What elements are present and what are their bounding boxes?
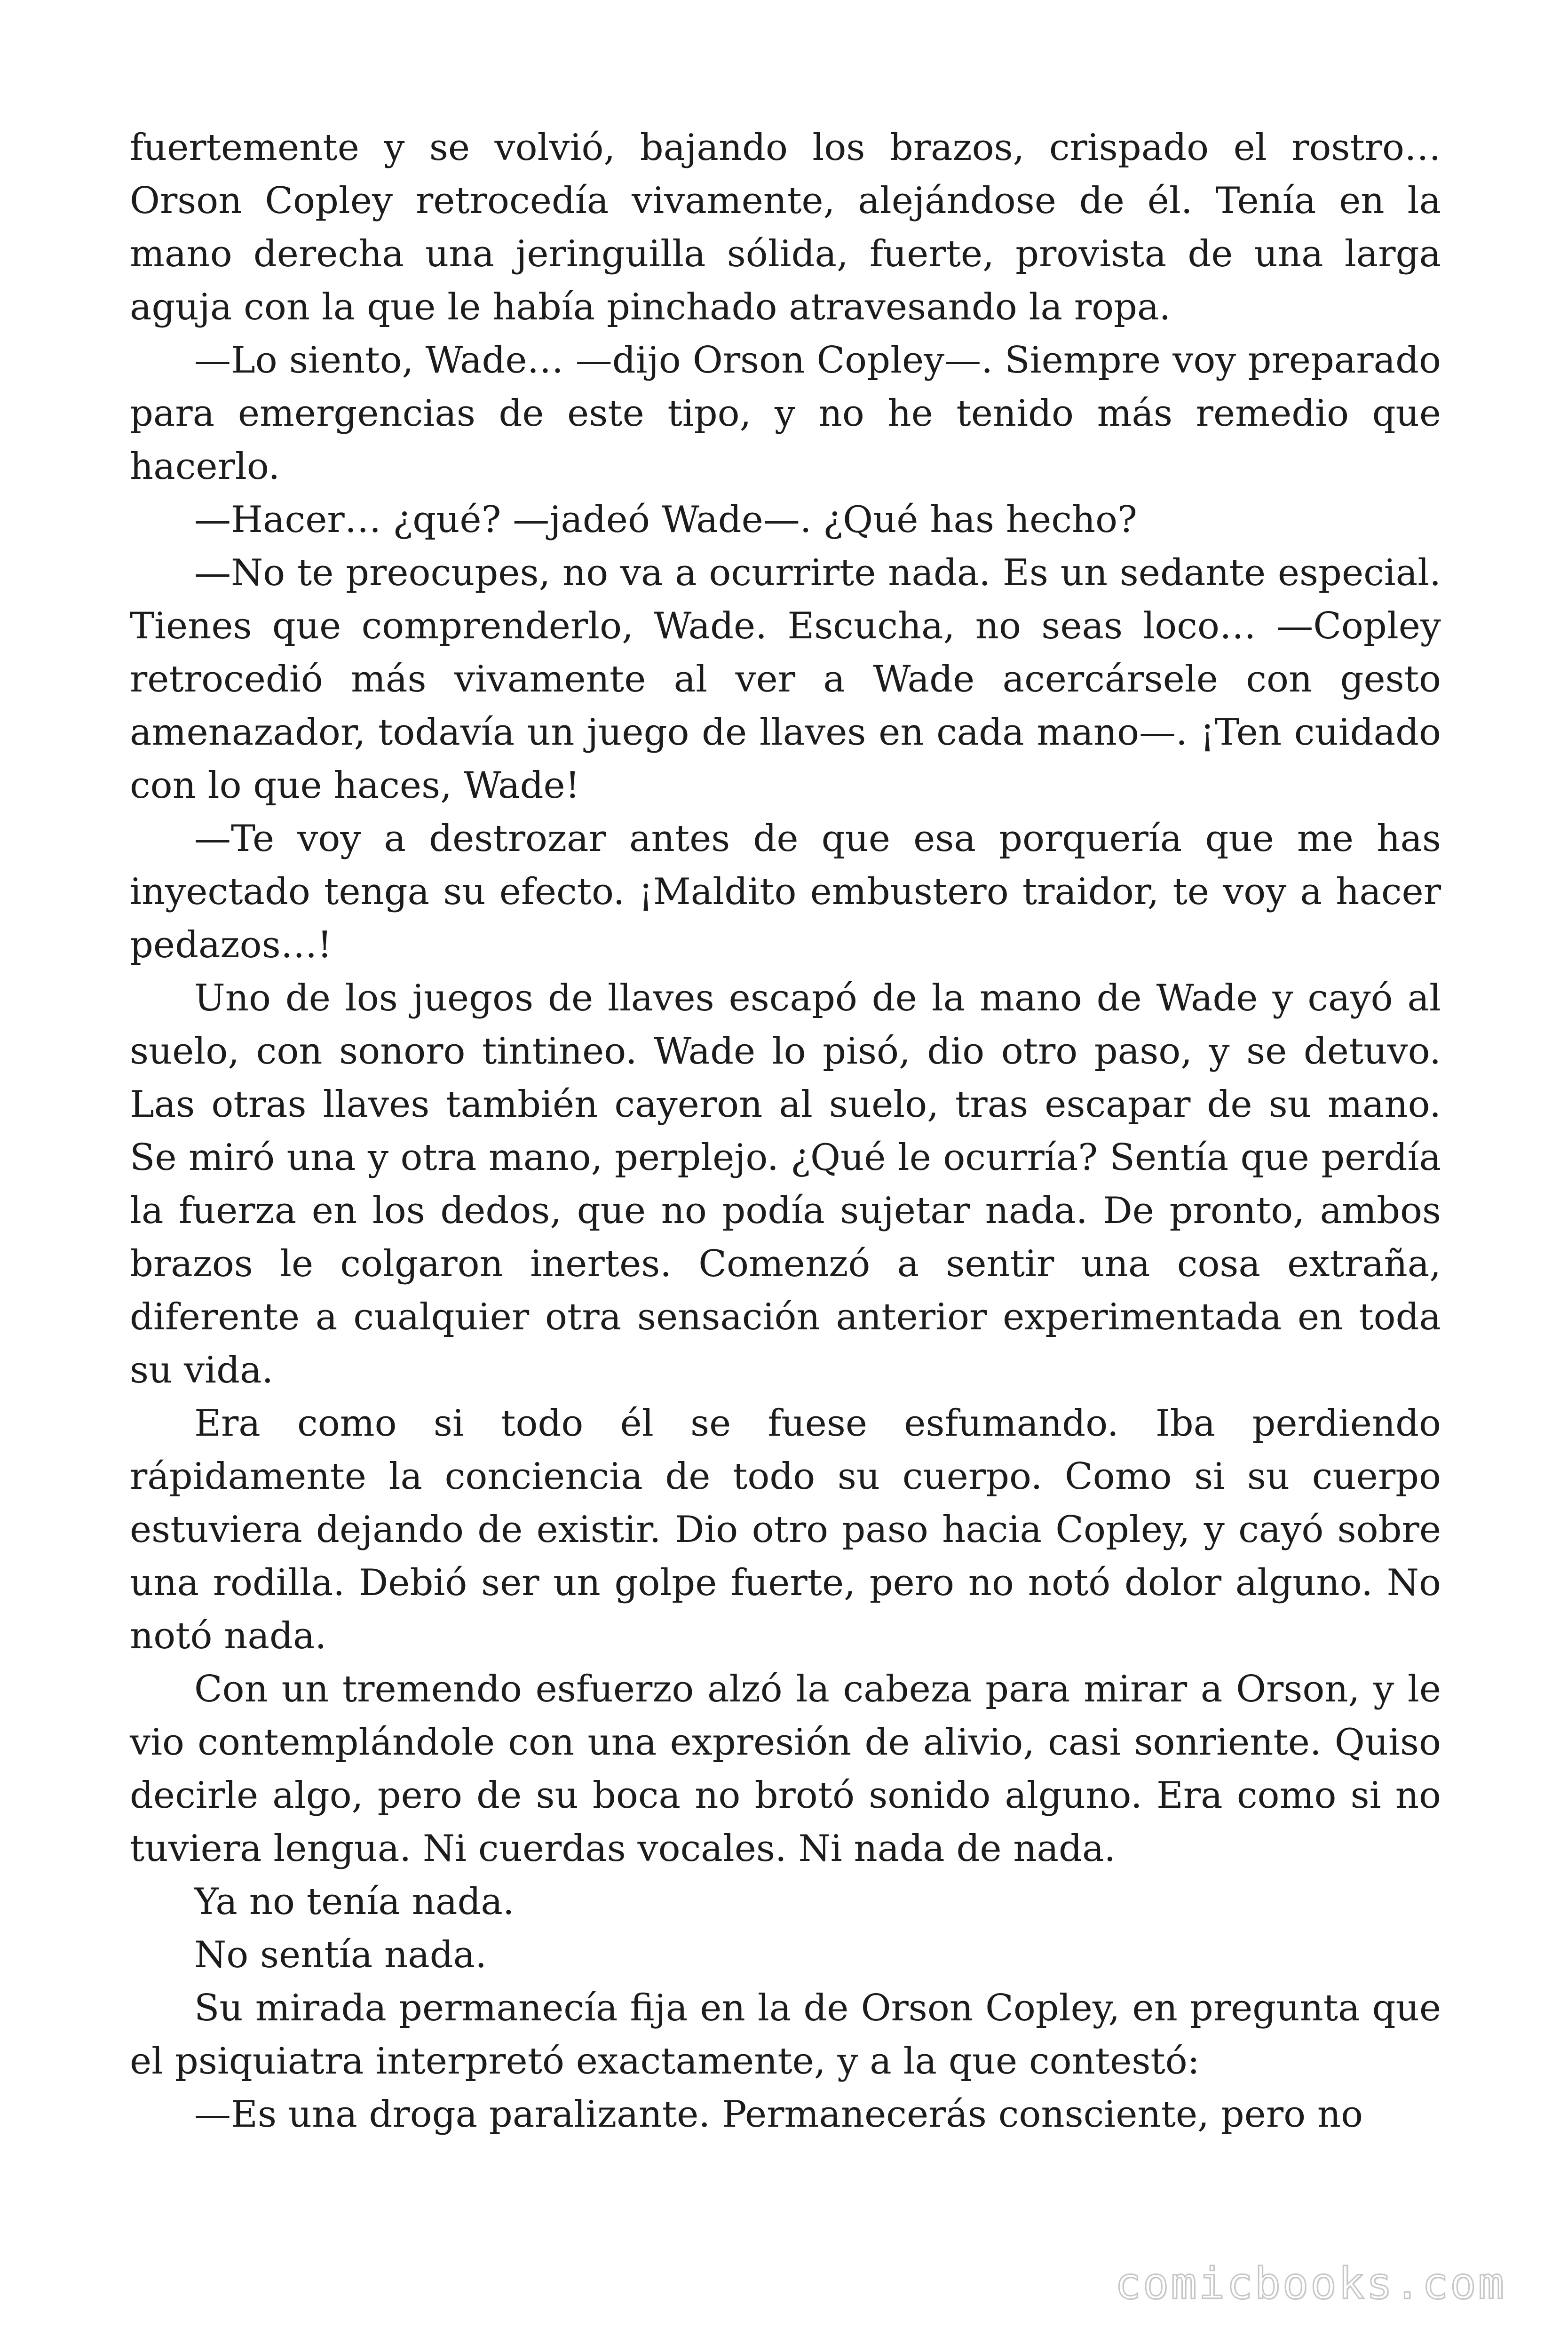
body-text — [130, 121, 1441, 2141]
paragraph: —No te preocupes, no va a ocurrirte nada. Es un sedante especial. Tienes que comprenderlo, Wade. Escucha, no seas loco… —Copley retrocedió más vivamente al ver a Wade acercársele con gesto amenazador, todavía un juego de llaves en cada mano—. ¡Ten cuidado con lo que haces, Wade! — [130, 552, 1441, 807]
paragraph: —Lo siento, Wade… —dijo Orson Copley—. Siempre voy preparado para emergencias de este tipo, y no he tenido más remedio que hacerlo. — [130, 339, 1441, 488]
paragraph: No sentía nada. — [194, 1934, 487, 1976]
paragraph: Era como si todo él se fuese esfumando. Iba perdiendo rápidamente la conciencia de todo su cuerpo. Como si su cuerpo estuviera dejando de existir. Dio otro paso hacia Copley, y cayó sobre una rodilla. Debió ser un golpe fuerte, pero no notó dolor alguno. No notó nada. — [130, 1402, 1441, 1657]
paragraph: Con un tremendo esfuerzo alzó la cabeza para mirar a Orson, y le vio contemplándole con una expresión de alivio, casi sonriente. Quiso decirle algo, pero de su boca no brotó sonido alguno. Era como si no tuviera lengua. Ni cuerdas vocales. Ni nada de nada. — [130, 1668, 1441, 1870]
paragraph: Ya no tenía nada. — [194, 1881, 515, 1923]
paragraph: —Es una droga paralizante. Permanecerás consciente, pero no — [194, 2093, 1363, 2136]
paragraph: Uno de los juegos de llaves escapó de la mano de Wade y cayó al suelo, con sonoro tintineo. Wade lo pisó, dio otro paso, y se detuvo. Las otras llaves también cayeron al suelo, tras escapar de su mano. Se miró una y otra mano, perplejo. ¿Qué le ocurría? Sentía que perdía la fuerza en los dedos, que no podía sujetar nada. De pronto, ambos brazos le colgaron inertes. Comenzó a sentir una cosa extraña, diferente a cualquier otra sensación anterior experimentada en toda su vida. — [130, 977, 1441, 1391]
paragraph: Su mirada permanecía fija en la de Orson Copley, en pregunta que el psiquiatra interpretó exactamente, y a la que contestó: — [130, 1987, 1441, 2082]
paragraph: —Te voy a destrozar antes de que esa porquería que me has inyectado tenga su efecto. ¡Maldito embustero traidor, te voy a hacer pedazos…! — [130, 818, 1441, 966]
watermark: comicbooks.com — [1115, 2258, 1506, 2309]
paragraph: —Hacer… ¿qué? —jadeó Wade—. ¿Qué has hecho? — [194, 499, 1137, 541]
paragraph: fuertemente y se volvió, bajando los brazos, crispado el rostro… Orson Copley retrocedía vivamente, alejándose de él. Tenía en la mano derecha una jeringuilla sólida, fuerte, provista de una larga aguja con la que le había pinchado atravesando la ropa. — [130, 127, 1441, 328]
